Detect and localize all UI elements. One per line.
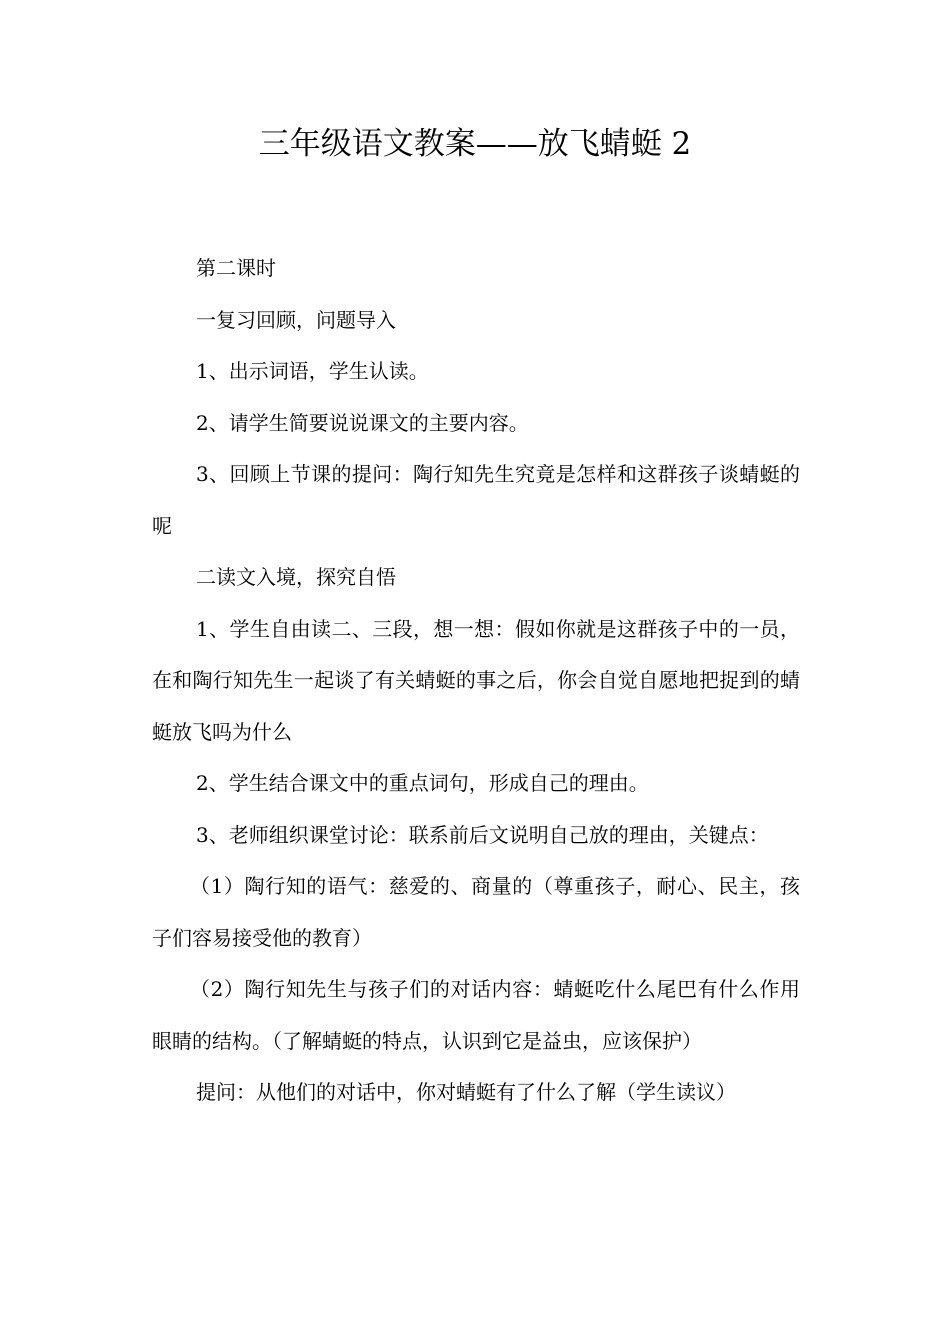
document-body xyxy=(152,243,800,1119)
paragraph-section-two-step-1: 1、学生自由读二、三段，想一想：假如你就是这群孩子中的一员，在和陶行知先生一起谈了有关蜻蜓的事之后，你会自觉自愿地把捉到的蜻蜓放飞吗为什么 xyxy=(152,616,800,744)
paragraph-step-2: 2、请学生简要说说课文的主要内容。 xyxy=(196,410,529,435)
paragraph-lesson-period: 第二课时 xyxy=(196,256,276,280)
document-title: 三年级语文教案——放飞蜻蜓 2 xyxy=(258,126,692,162)
paragraph-section-two-step-3: 3、老师组织课堂讨论：联系前后文说明自己放的理由，关键点： xyxy=(196,822,769,847)
paragraph-key-point-1: （1）陶行知的语气：慈爱的、商量的（尊重孩子，耐心、民主，孩子们容易接受他的教育） xyxy=(152,874,800,950)
paragraph-step-3: 3、回顾上节课的提问：陶行知先生究竟是怎样和这群孩子谈蜻蜓的呢 xyxy=(152,462,800,538)
paragraph-section-one-heading: 一复习回顾，问题导入 xyxy=(196,307,396,332)
paragraph-step-1: 1、出示词语，学生认读。 xyxy=(196,359,429,383)
paragraph-key-point-2: （2）陶行知先生与孩子们的对话内容：蜻蜓吃什么尾巴有什么作用眼睛的结构。（了解蜻蜓的特点，认识到它是益虫，应该保护） xyxy=(152,977,800,1053)
paragraph-section-two-heading: 二读文入境，探究自悟 xyxy=(196,565,396,589)
paragraph-question: 提问：从他们的对话中，你对蜻蜓有了什么了解（学生读议） xyxy=(196,1080,736,1104)
paragraph-section-two-step-2: 2、学生结合课文中的重点词句，形成自己的理由。 xyxy=(196,771,649,795)
